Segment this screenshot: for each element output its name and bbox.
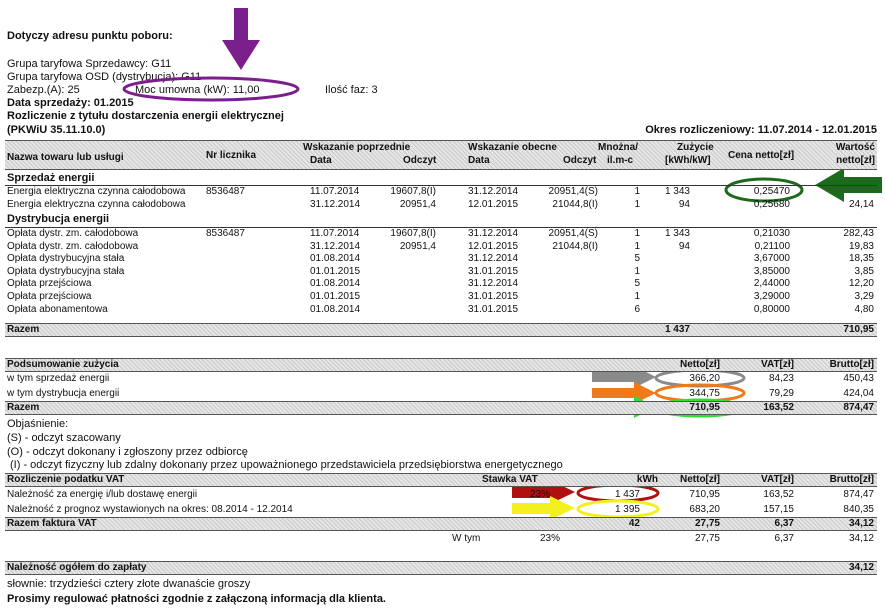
col-mnozna: Mnożna/: [598, 142, 638, 153]
table-cell-c: 0,80000: [753, 303, 790, 315]
table-cell-o1: 19607,8(I): [390, 186, 436, 197]
vat-row-kwh: 1 437: [614, 489, 640, 500]
slownie: słownie: trzydzieści cztery złote dwanaście groszy: [7, 578, 251, 590]
moc-umowna: Moc umowna (kW): 11,00: [135, 84, 260, 96]
vat-brutto-header: Brutto[zł]: [829, 474, 874, 485]
podsumowanie-label: Podsumowanie zużycia: [7, 359, 119, 370]
vat-vat-header: VAT[zł]: [761, 474, 794, 485]
table-cell-w: 24,14: [848, 198, 874, 210]
col-nazwa: Nazwa towaru lub usługi: [7, 152, 124, 163]
col-nr-licznika: Nr licznika: [206, 150, 257, 161]
table-cell-w: 18,35: [848, 253, 874, 265]
objasnienia-o: (O) - odczyt dokonany i zgłoszony przez odbiorcę: [7, 446, 248, 458]
table-cell-o2: 21044,8(I): [552, 240, 598, 252]
podsumowanie-vat-header: VAT[zł]: [761, 359, 794, 370]
podsumowanie-row-label: w tym sprzedaż energii: [7, 373, 110, 384]
vat-row-stawka: 23%: [529, 489, 550, 500]
grupa-sprzedawcy: Grupa taryfowa Sprzedawcy: G11: [7, 58, 172, 70]
objasnienia-i: (I) - odczyt fizyczny lub zdalny dokonany przez upoważnionego przedstawiciela przedsiębiorstwa energetycznego: [10, 459, 563, 471]
table-cell-name: Opłata dystrybucyjna stała: [7, 253, 125, 265]
podsumowanie-razem-netto: 710,95: [689, 402, 720, 413]
table-cell-name: Opłata przejściowa: [7, 278, 92, 290]
table-cell-o1: 20951,4: [399, 198, 436, 210]
table-cell-o1: 19607,8(I): [390, 228, 436, 239]
podsumowanie-brutto-header: Brutto[zł]: [829, 359, 874, 370]
podsumowanie-row-brutto: 424,04: [843, 388, 874, 399]
table-cell-c: 0,25680: [753, 198, 790, 210]
table-cell-c: 0,25470: [753, 186, 790, 197]
vat-wtym-brutto: 34,12: [848, 533, 874, 544]
podsumowanie-row-netto: 344,75: [689, 388, 720, 399]
table-cell-d2: 31.01.2015: [468, 265, 519, 277]
col-odczyt-1: Odczyt: [403, 155, 437, 166]
table-cell-z: 1 343: [664, 186, 690, 197]
table-cell-d1: 01.08.2014: [310, 303, 361, 315]
razem-wartosc: 710,95: [843, 324, 874, 335]
table-cell-d2: 31.12.2014: [468, 278, 519, 290]
table-cell-c: 2,44000: [753, 278, 790, 290]
table-cell-o2: 20951,4(S): [548, 228, 598, 239]
table-cell-d1: 31.12.2014: [310, 198, 361, 210]
vat-row-label: Należność z prognoz wystawionych na okres: 08.2014 - 12.2014: [7, 504, 293, 515]
table-cell-d2: 31.12.2014: [468, 253, 519, 265]
table-cell-d1: 01.08.2014: [310, 278, 361, 290]
data-sprzedazy: Data sprzedaży: 01.2015: [7, 97, 134, 109]
address-heading: Dotyczy adresu punktu poboru:: [7, 30, 173, 42]
razem-zuzycie: 1 437: [664, 324, 690, 335]
vat-razem-kwh: 42: [628, 518, 640, 529]
table-cell-name: Opłata abonamentowa: [7, 303, 108, 315]
table-cell-d1: 01.01.2015: [310, 291, 361, 302]
razem-label: Razem: [7, 324, 40, 335]
table-cell-w: 19,83: [848, 240, 874, 252]
vat-row-vat: 163,52: [763, 489, 794, 500]
table-cell-d2: 31.12.2014: [468, 228, 519, 239]
table-cell-name: Opłata dystrybucyjna stała: [7, 265, 125, 277]
dystrybucja-heading: Dystrybucja energii: [7, 213, 110, 225]
table-cell-z: 1 343: [664, 228, 690, 239]
table-cell-w: 12,20: [848, 278, 874, 290]
purple-ellipse: [124, 78, 298, 100]
table-cell-o2: 21044,8(I): [552, 198, 598, 210]
grupa-osd: Grupa taryfowa OSD (dystrybucja): G11: [7, 71, 202, 83]
vat-wtym-stawka: 23%: [539, 533, 560, 544]
table-cell-m: 1: [634, 240, 640, 252]
col-odczyt-2: Odczyt: [563, 155, 597, 166]
table-cell-name: Opłata dystr. zm. całodobowa: [7, 240, 139, 252]
table-cell-m: 1: [634, 265, 640, 277]
table-cell-name: Energia elektryczna czynna całodobowa: [7, 186, 186, 197]
vat-wtym-netto: 27,75: [694, 533, 720, 544]
table-cell-w: 282,43: [843, 228, 874, 239]
pkwiu: (PKWiU 35.11.10.0): [7, 124, 106, 136]
table-cell-d1: 01.01.2015: [310, 265, 361, 277]
podsumowanie-row-vat: 84,23: [768, 373, 794, 384]
table-cell-o1: 20951,4: [399, 240, 436, 252]
table-cell-m: 5: [634, 253, 640, 265]
table-cell-m: 6: [634, 303, 640, 315]
zabezp: Zabezp.(A): 25: [7, 84, 80, 96]
table-cell-z: 94: [678, 240, 690, 252]
objasnienia-title: Objaśnienie:: [7, 418, 69, 430]
podsumowanie-row-label: w tym dystrybucja energii: [7, 388, 120, 399]
vat-table-label: Rozliczenie podatku VAT: [7, 474, 125, 485]
sprzedaz-heading: Sprzedaż energii: [7, 172, 95, 184]
col-wskazanie-poprzednie: Wskazanie poprzednie: [303, 142, 411, 153]
table-cell-c: 3,85000: [753, 265, 790, 277]
table-cell-m: 5: [634, 278, 640, 290]
vat-razem-brutto: 34,12: [848, 518, 874, 529]
col-netto: netto[zł]: [836, 155, 875, 166]
table-cell-d1: 01.08.2014: [310, 253, 361, 265]
podsumowanie-razem-brutto: 874,47: [843, 402, 874, 413]
vat-stawka-header: Stawka VAT: [482, 474, 538, 485]
vat-kwh-header: kWh: [636, 474, 658, 485]
vat-wtym-vat: 6,37: [774, 533, 794, 544]
col-wartosc: Wartość: [835, 142, 875, 153]
table-cell-c: 3,29000: [753, 291, 790, 302]
vat-row-kwh: 1 395: [614, 504, 640, 515]
table-cell-d1: 31.12.2014: [310, 240, 361, 252]
col-cena: Cena netto[zł]: [728, 150, 795, 161]
table-cell-d1: 11.07.2014: [310, 186, 360, 197]
vat-row-netto: 710,95: [689, 489, 720, 500]
rozliczenie-title: Rozliczenie z tytułu dostarczenia energii elektrycznej: [7, 110, 284, 122]
vat-row-vat: 157,15: [763, 504, 794, 515]
table-cell-d2: 12.01.2015: [468, 240, 519, 252]
okres-rozliczeniowy: Okres rozliczeniowy: 11.07.2014 - 12.01.2015: [645, 124, 877, 136]
podsumowanie-razem-label: Razem: [7, 402, 40, 413]
podsumowanie-row-brutto: 450,43: [843, 373, 874, 384]
col-kwh: [kWh/kW]: [665, 155, 711, 166]
table-cell-w: 3,29: [854, 291, 874, 302]
table-cell-c: 0,21100: [754, 240, 790, 252]
naleznosc-value: 34,12: [848, 562, 874, 573]
ilosc-faz: Ilość faz: 3: [325, 84, 378, 96]
purple-down-arrow-icon: [222, 8, 260, 70]
col-data-1: Data: [310, 155, 332, 166]
table-cell-name: Opłata przejściowa: [7, 291, 92, 302]
vat-row-netto: 683,20: [689, 504, 720, 515]
col-data-2: Data: [468, 155, 490, 166]
vat-razem-label: Razem faktura VAT: [7, 518, 97, 529]
vat-row-brutto: 840,35: [843, 504, 874, 515]
table-cell-m: 1: [634, 198, 640, 210]
table-cell-d2: 31.01.2015: [468, 291, 519, 302]
table-cell-meter: 8536487: [206, 186, 245, 197]
razem-band: [5, 323, 877, 337]
table-cell-d2: 31.01.2015: [468, 303, 519, 315]
naleznosc-label: Należność ogółem do zapłaty: [7, 562, 147, 573]
vat-row-brutto: 874,47: [843, 489, 874, 500]
podsumowanie-netto-header: Netto[zł]: [680, 359, 720, 370]
table-cell-z: 94: [678, 198, 690, 210]
table-cell-meter: 8536487: [206, 228, 245, 239]
table-cell-m: 1: [634, 186, 640, 197]
table-cell-o2: 20951,4(S): [548, 186, 598, 197]
table-cell-name: Opłata dystr. zm. całodobowa: [7, 228, 139, 239]
vat-razem-netto: 27,75: [694, 518, 720, 529]
col-ilmc: il.m-c: [607, 155, 634, 166]
col-wskazanie-obecne: Wskazanie obecne: [468, 142, 557, 153]
podsumowanie-row-netto: 366,20: [689, 373, 720, 384]
table-cell-c: 0,21030: [753, 228, 790, 239]
table-cell-m: 1: [634, 228, 640, 239]
table-cell-w: 3,85: [854, 265, 874, 277]
podsumowanie-razem-vat: 163,52: [763, 402, 794, 413]
table-cell-m: 1: [634, 291, 640, 302]
vat-wtym-label: W tym: [452, 533, 481, 544]
table-cell-d1: 11.07.2014: [310, 228, 360, 239]
table-cell-c: 3,67000: [753, 253, 790, 265]
table-cell-d2: 31.12.2014: [468, 186, 519, 197]
vat-row-label: Należność za energię i/lub dostawę energii: [7, 489, 198, 500]
table-cell-name: Energia elektryczna czynna całodobowa: [7, 198, 186, 210]
prosimy: Prosimy regulować płatności zgodnie z załączoną informacją dla klienta.: [7, 593, 386, 605]
podsumowanie-row-vat: 79,29: [768, 388, 794, 399]
table-cell-d2: 12.01.2015: [468, 198, 519, 210]
objasnienia-s: (S) - odczyt szacowany: [7, 432, 121, 444]
table-cell-w: 4,80: [854, 303, 874, 315]
col-zuzycie: Zużycie: [677, 142, 714, 153]
vat-razem-vat: 6,37: [774, 518, 794, 529]
vat-netto-header: Netto[zł]: [680, 474, 720, 485]
